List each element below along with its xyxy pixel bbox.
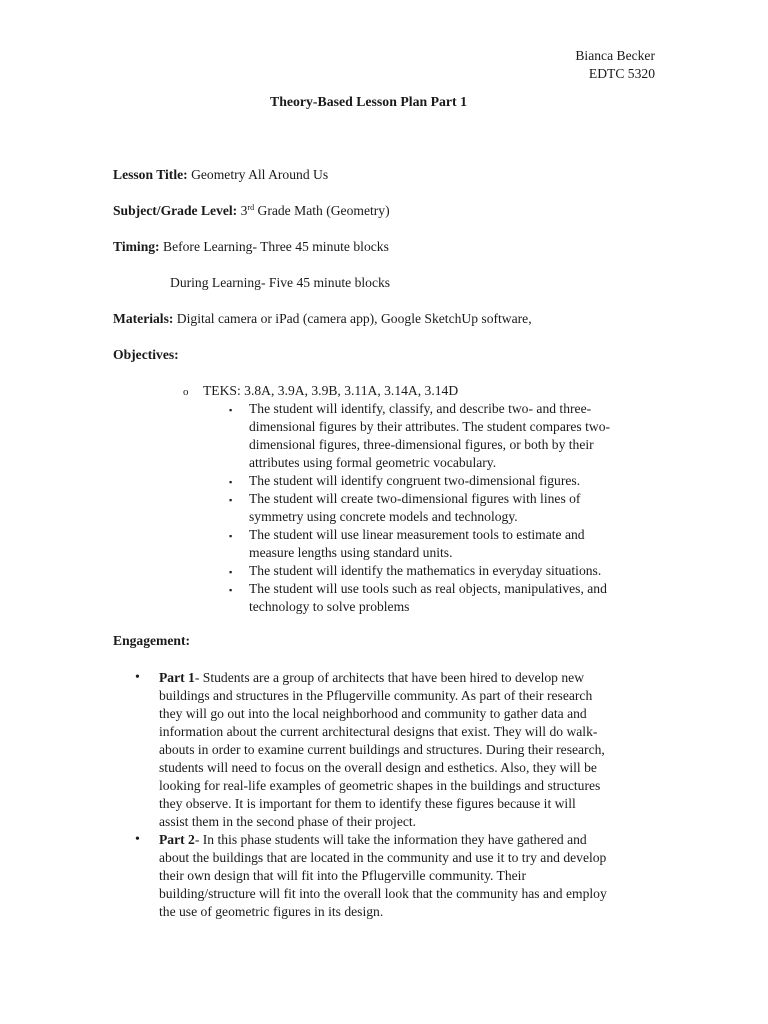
engagement-part-label: Part 1 [159, 670, 195, 685]
objectives-heading: Objectives: [113, 347, 179, 362]
engagement-part-label: Part 2 [159, 832, 195, 847]
lesson-title-row [113, 166, 328, 184]
engagement-line: information about the current architectural designs that exist. They will do walk- [159, 724, 598, 739]
objective-line: The student will use linear measurement tools to estimate and [249, 527, 585, 542]
objective-line: attributes using formal geometric vocabulary. [249, 455, 497, 470]
objective-line: The student will create two-dimensional figures with lines of [249, 491, 581, 506]
materials-row [113, 310, 532, 328]
subject-label: Subject/Grade Level: [113, 203, 238, 218]
lesson-title-value: Geometry All Around Us [191, 167, 329, 182]
engagement-part-first-line [159, 831, 587, 849]
engagement-line: looking for real-life examples of geometric shapes in the buildings and structures [159, 778, 601, 793]
teks-line: TEKS: 3.8A, 3.9A, 3.9B, 3.11A, 3.14A, 3.14D [203, 383, 459, 398]
author-name: Bianca Becker [575, 48, 655, 63]
engagement-line: abouts in order to examine current buildings and structures. During their research, [159, 742, 605, 757]
grade-suffix: rd [247, 203, 255, 212]
engagement-line: building/structure will fit into the overall look that the community has and employ [159, 886, 607, 901]
document-title: Theory-Based Lesson Plan Part 1 [270, 94, 467, 109]
square-bullet: ▪ [229, 495, 233, 505]
engagement-line: assist them in the second phase of their project. [159, 814, 417, 829]
engagement-part-text: - In this phase students will take the information they have gathered and [194, 832, 587, 847]
objective-line: The student will use tools such as real objects, manipulatives, and [249, 581, 607, 596]
engagement-heading: Engagement: [113, 633, 191, 648]
engagement-line: their own design that will fit into the Pflugerville community. Their [159, 868, 526, 883]
engagement-bullet: • [135, 832, 140, 847]
objective-line: The student will identify congruent two-dimensional figures. [249, 473, 581, 488]
engagement-line: students will need to focus on the overall design and esthetics. Also, they will be [159, 760, 597, 775]
timing-during: During Learning- Five 45 minute blocks [170, 275, 391, 290]
engagement-line: they will go out into the local neighborhood and community to gather data and [159, 706, 587, 721]
engagement-line: the use of geometric figures in its design. [159, 904, 384, 919]
lesson-title-label: Lesson Title: [113, 167, 188, 182]
objective-line: technology to solve problems [249, 599, 410, 614]
square-bullet: ▪ [229, 567, 233, 577]
square-bullet: ▪ [229, 477, 233, 487]
objective-line: The student will identify the mathematics in everyday situations. [249, 563, 602, 578]
engagement-line: they observe. It is important for them to identify these figures because it will [159, 796, 576, 811]
subject-value: Grade Math (Geometry) [257, 203, 390, 218]
materials-value: Digital camera or iPad (camera app), Google SketchUp software, [176, 311, 532, 326]
timing-before: Before Learning- Three 45 minute blocks [163, 239, 389, 254]
grade-number: 3 [240, 203, 248, 218]
objective-line: The student will identify, classify, and describe two- and three- [249, 401, 592, 416]
square-bullet: ▪ [229, 531, 233, 541]
circle-bullet: o [183, 386, 189, 398]
timing-label: Timing: [113, 239, 160, 254]
square-bullet: ▪ [229, 585, 233, 595]
engagement-line: buildings and structures in the Pflugerville community. As part of their research [159, 688, 593, 703]
course-code: EDTC 5320 [588, 66, 655, 81]
engagement-bullet: • [135, 670, 140, 685]
subject-row [113, 202, 390, 220]
materials-label: Materials: [113, 311, 174, 326]
engagement-line: about the buildings that are located in the community and use it to try and develop [159, 850, 607, 865]
engagement-part-first-line [159, 669, 584, 687]
objective-line: symmetry using concrete models and technology. [249, 509, 518, 524]
objective-line: dimensional figures, three-dimensional figures, or both by their [249, 437, 594, 452]
objective-line: dimensional figures by their attributes. The student compares two- [249, 419, 611, 434]
timing-row [113, 238, 389, 256]
square-bullet: ▪ [229, 405, 233, 415]
engagement-part-text: - Students are a group of architects that have been hired to develop new [194, 670, 585, 685]
objective-line: measure lengths using standard units. [249, 545, 453, 560]
